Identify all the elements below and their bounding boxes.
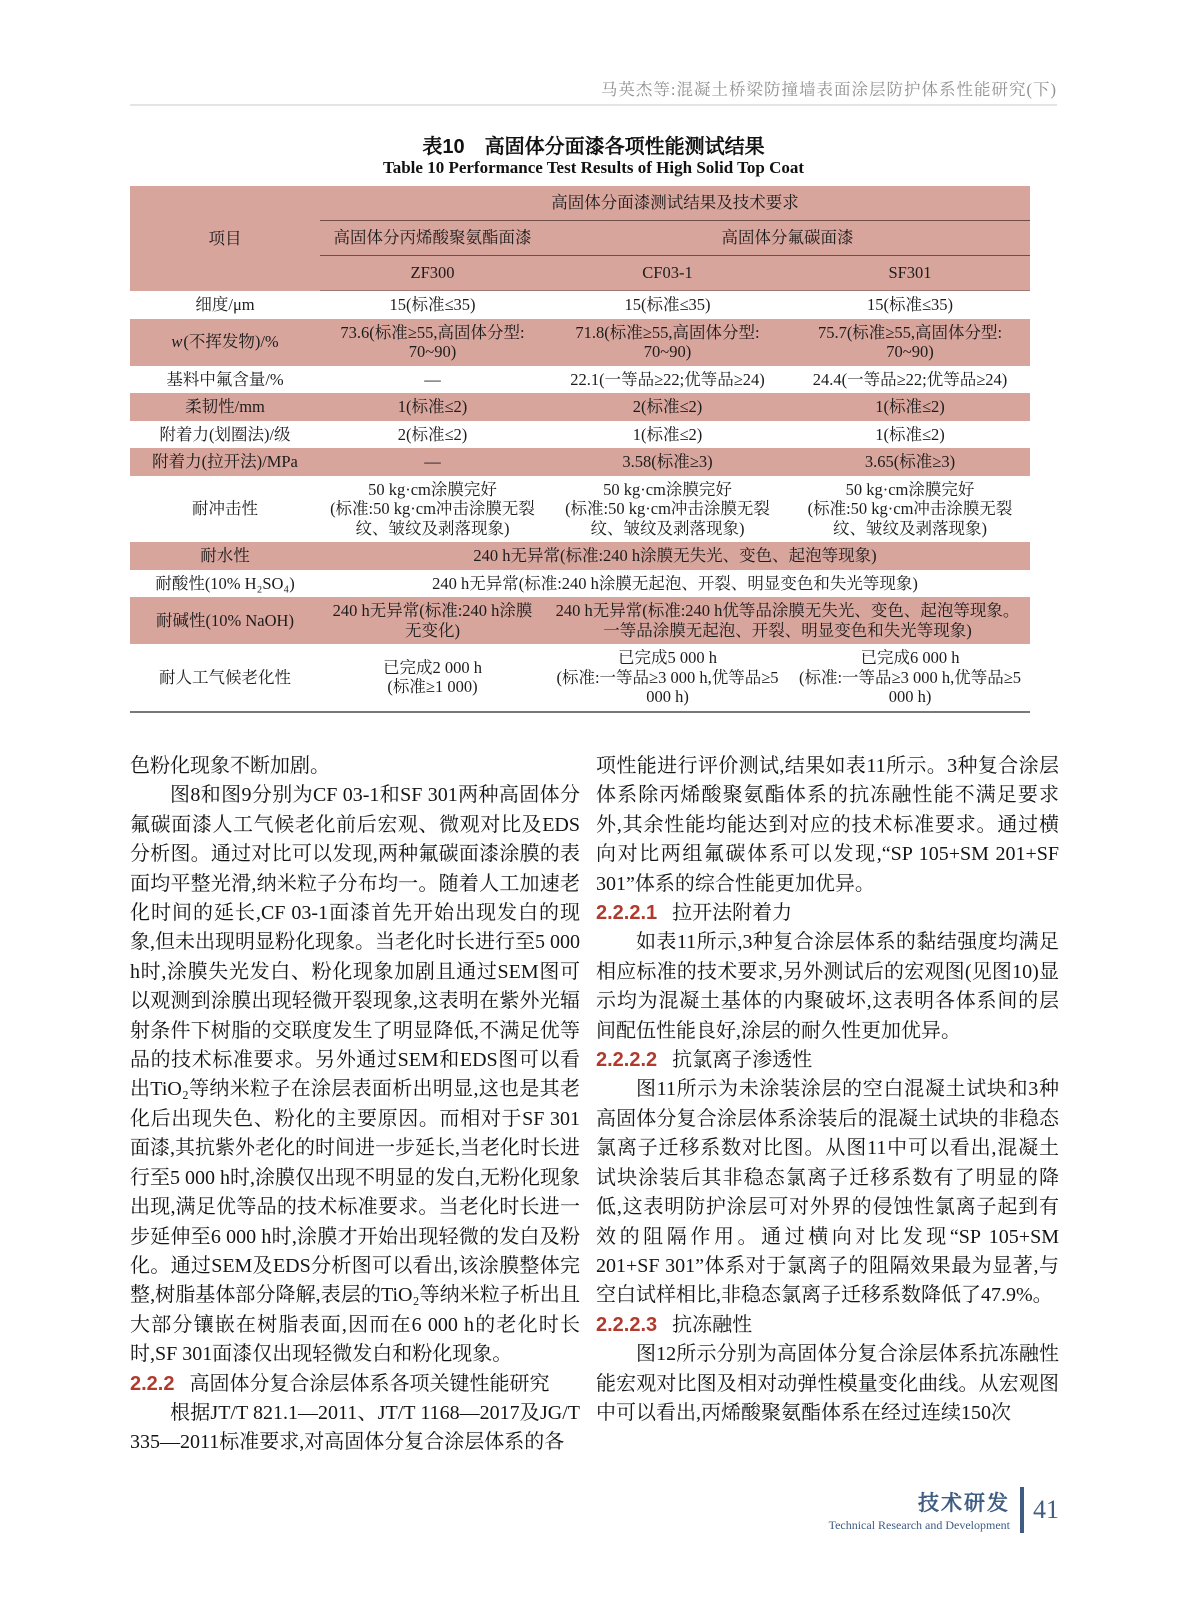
table-cell: 240 h无异常(标准:240 h涂膜无变化) xyxy=(320,597,545,644)
table-row-water xyxy=(130,542,1030,570)
page-footer xyxy=(829,1487,1059,1533)
table-cell: 耐酸性(10% H₂SO₄) xyxy=(155,573,295,593)
table-cell xyxy=(790,476,1030,543)
table-cell: SF301 xyxy=(790,256,1030,291)
weathering-result: 已完成5 000 h xyxy=(618,648,717,667)
table-cell xyxy=(130,319,320,366)
page-number: 41 xyxy=(1033,1495,1059,1524)
table-header-row xyxy=(130,186,1030,221)
impact-standard: (标准:50 kg·cm冲击涂膜无裂纹、皱纹及剥落现象) xyxy=(807,499,1013,538)
section-heading xyxy=(596,1311,1059,1340)
paragraph: 如表11所示,3种复合涂层体系的黏结强度均满足相应标准的技术要求,另外测试后的宏观图(见图10)显示均为混凝土基体的内聚破坏,这表明各体系间的层间配伍性能良好,涂层的耐久性更加优异。 xyxy=(596,931,1059,1042)
table-row-acid xyxy=(130,570,1030,598)
paragraph: 根据JT/T 821.1—2011、JT/T 1168—2017及JG/T 335—2011标准要求,对高固体分复合涂层体系的各 xyxy=(130,1401,580,1454)
paragraph: 图12所示分别为高固体分复合涂层体系抗冻融性能宏观对比图及相对动弹性模量变化曲线。从宏观图中可以看出,丙烯酸聚氨酯体系在经过连续150次 xyxy=(596,1343,1059,1424)
label-text: (不挥发物)/% xyxy=(183,332,279,352)
table-cell: 15(标准≤35) xyxy=(866,295,954,314)
table-cell: 3.65(标准≥3) xyxy=(790,448,1030,476)
section-title: 抗氯离子渗透性 xyxy=(672,1049,813,1072)
table-cell: 240 h无异常(标准:240 h涂膜无起泡、开裂、明显变色和失光等现象) xyxy=(432,573,918,593)
weathering-standard: (标准:一等品≥3 000 h,优等品≥5 000 h) xyxy=(798,667,1022,706)
table-cell: 1(标准≤2) xyxy=(632,424,703,444)
table-row-adhesion-circle xyxy=(130,421,1030,449)
table-cell: 耐碱性(10% NaOH) xyxy=(130,597,320,644)
section-heading xyxy=(596,1046,1059,1075)
table-row-fineness xyxy=(130,291,1030,319)
table-cell: 高固体分氟碳面漆 xyxy=(545,221,1030,256)
table-cell: 2(标准≤2) xyxy=(397,424,468,444)
footer-divider-bar xyxy=(1020,1487,1024,1533)
table-cell: 耐人工气候老化性 xyxy=(159,667,291,687)
table-cell: 柔韧性/mm xyxy=(130,393,320,421)
paragraph: 图8和图9分别为CF 03-1和SF 301两种高固体分氟碳面漆人工气候老化前后宏观、微观对比及EDS分析图。通过对比可以发现,两种氟碳面漆涂膜的表面均平整光滑,纳米粒子分布均一。随着人工加速老化时间的延长,CF 03-1面漆首先开始出现发白的现象,但未出现明显粉化现象。当老化时长进行至5 000 h时,涂膜失光发白、粉化现象加剧且通过SEM图可以观测到涂膜出现轻微开裂现象,这表明在紫外光辐射条件下树脂的交联度发生了明显降低,不满足优等品的技术标准要求。另外通过SEM和EDS图可以看出TiO₂等纳米粒子在涂层表面析出明显,这也是其老化后出现失色、粉化的主要原因。而相对于SF 301面漆,其抗紫外老化的时间进一步延长,当老化时长进行至5 000 h时,涂膜仅出现不明显的发白,无粉化现象出现,满足优等品的技术标准要求。当老化时长进一步延伸至6 000 h时,涂膜才开始出现轻微的发白及粉化。通过SEM及EDS分析图可以看出,该涂膜整体完整,树脂基体部分降解,表层的TiO₂等纳米粒子析出且大部分镶嵌在树脂表面,因而在6 000 h的老化时长时,SF 301面漆仅出现轻微发白和粉化现象。 xyxy=(130,784,580,1366)
table-cell xyxy=(320,476,545,543)
left-column xyxy=(130,752,580,1458)
weathering-standard: (标准≥1 000) xyxy=(387,677,478,697)
section-heading xyxy=(596,899,1059,928)
variable-w: w xyxy=(171,332,183,352)
section-title: 拉开法附着力 xyxy=(672,902,793,925)
table-row-nonvolatile xyxy=(130,319,1030,366)
table-cell: 附着力(拉开法)/MPa xyxy=(130,448,320,476)
table-row-alkali xyxy=(130,597,1030,644)
right-column xyxy=(596,752,1059,1458)
table-title-cn: 表10 高固体分面漆各项性能测试结果 xyxy=(422,136,765,158)
table-row-impact xyxy=(130,476,1030,543)
table-cell: 高固体分丙烯酸聚氨酯面漆 xyxy=(320,221,545,256)
table-row-adhesion-pulloff xyxy=(130,448,1030,476)
footer-section-en: Technical Research and Development xyxy=(828,1518,1010,1532)
table-cell xyxy=(790,644,1030,712)
table-cell: 75.7(标准≥55,高固体分型: 70~90) xyxy=(790,319,1030,366)
table-cell: 240 h无异常(标准:240 h涂膜无失光、变色、起泡等现象) xyxy=(320,542,1030,570)
table-cell: ZF300 xyxy=(320,256,545,291)
table-cell: 高固体分面漆测试结果及技术要求 xyxy=(320,186,1030,221)
weathering-standard: (标准:一等品≥3 000 h,优等品≥5 000 h) xyxy=(556,667,779,706)
table-cell: 附着力(划圈法)/级 xyxy=(159,424,291,444)
table-cell: — xyxy=(320,448,545,476)
header-rule xyxy=(130,104,1057,106)
table-cell: 细度/μm xyxy=(195,294,255,314)
table-cell: — xyxy=(424,369,441,389)
paragraph: 图11所示为未涂装涂层的空白混凝土试块和3种高固体分复合涂层体系涂装后的混凝土试块的非稳态氯离子迁移系数对比图。从图11中可以看出,混凝土试块涂装后其非稳态氯离子迁移系数有了明显的降低,这表明防护涂层可对外界的侵蚀性氯离子起到有效的阻隔作用。通过横向对比发现“SP 105+SM 201+SF 301”体系对于氯离子的阻隔效果最为显著,与空白试样相比,非稳态氯离子迁移系数降低了47.9%。 xyxy=(596,1078,1059,1307)
table-cell: 15(标准≤35) xyxy=(389,295,476,314)
table-cell: 1(标准≤2) xyxy=(320,393,545,421)
section-number: 2.2.2.2 xyxy=(596,1049,658,1072)
table-cell: CF03-1 xyxy=(545,256,790,291)
section-title: 高固体分复合涂层体系各项关键性能研究 xyxy=(189,1372,550,1395)
paragraph: 项性能进行评价测试,结果如表11所示。3种复合涂层体系除丙烯酸聚氨酯体系的抗冻融性能不满足要求外,其余性能均能达到对应的技术标准要求。通过横向对比两组氟碳体系可以发现,“SP 105+SM 201+SF 301”体系的综合性能更加优异。 xyxy=(596,755,1059,895)
table-row-fluorine xyxy=(130,366,1030,394)
table-cell: 耐冲击性 xyxy=(192,499,258,518)
footer-section-cn: 技术研发 xyxy=(918,1492,1010,1515)
table-title-en: Table 10 Performance Test Results of High Solid Top Coat xyxy=(382,158,805,177)
table-cell: 240 h无异常(标准:240 h优等品涂膜无失光、变色、起泡等现象。一等品涂膜无起泡、开裂、明显变色和失光等现象) xyxy=(545,597,1030,644)
impact-standard: (标准:50 kg·cm冲击涂膜无裂纹、皱纹及剥落现象) xyxy=(565,499,770,538)
table-row-flexibility xyxy=(130,393,1030,421)
table-cell: 71.8(标准≥55,高固体分型: 70~90) xyxy=(545,319,790,366)
table-cell: 1(标准≤2) xyxy=(875,424,945,444)
section-heading xyxy=(130,1370,580,1399)
running-header: 马英杰等:混凝土桥梁防撞墙表面涂层防护体系性能研究(下) xyxy=(600,80,1057,99)
section-title: 抗冻融性 xyxy=(672,1313,753,1336)
table-cell: 22.1(一等品≥22;优等品≥24) xyxy=(570,369,765,389)
weathering-result: 已完成6 000 h xyxy=(860,648,960,667)
body-columns xyxy=(130,752,1059,1458)
table-cell xyxy=(545,644,790,712)
table-cell: 24.4(一等品≥22;优等品≥24) xyxy=(812,369,1008,389)
performance-table xyxy=(130,186,1030,713)
table-cell: 基料中氟含量/% xyxy=(166,369,284,389)
weathering-result: 已完成2 000 h xyxy=(383,657,482,677)
section-number: 2.2.2.1 xyxy=(596,902,658,925)
table-cell xyxy=(320,644,545,712)
table-cell xyxy=(545,476,790,543)
impact-standard: (标准:50 kg·cm冲击涂膜无裂纹、皱纹及剥落现象) xyxy=(330,499,535,538)
section-number: 2.2.2.3 xyxy=(596,1313,658,1336)
table-cell: 2(标准≤2) xyxy=(545,393,790,421)
table-cell: 15(标准≤35) xyxy=(624,295,711,314)
paragraph: 色粉化现象不断加剧。 xyxy=(130,755,330,777)
footer-section-block xyxy=(829,1487,1010,1533)
table-row-weathering xyxy=(130,644,1030,712)
table-cell: 3.58(标准≥3) xyxy=(545,448,790,476)
impact-result: 50 kg·cm涂膜完好 xyxy=(603,479,732,499)
impact-result: 50 kg·cm涂膜完好 xyxy=(368,479,497,499)
impact-result: 50 kg·cm涂膜完好 xyxy=(845,479,975,499)
table-cell: 项目 xyxy=(130,186,320,291)
table-cell: 73.6(标准≥55,高固体分型: 70~90) xyxy=(320,319,545,366)
table-cell: 耐水性 xyxy=(130,542,320,570)
section-number: 2.2.2 xyxy=(130,1372,175,1395)
table-cell: 1(标准≤2) xyxy=(790,393,1030,421)
